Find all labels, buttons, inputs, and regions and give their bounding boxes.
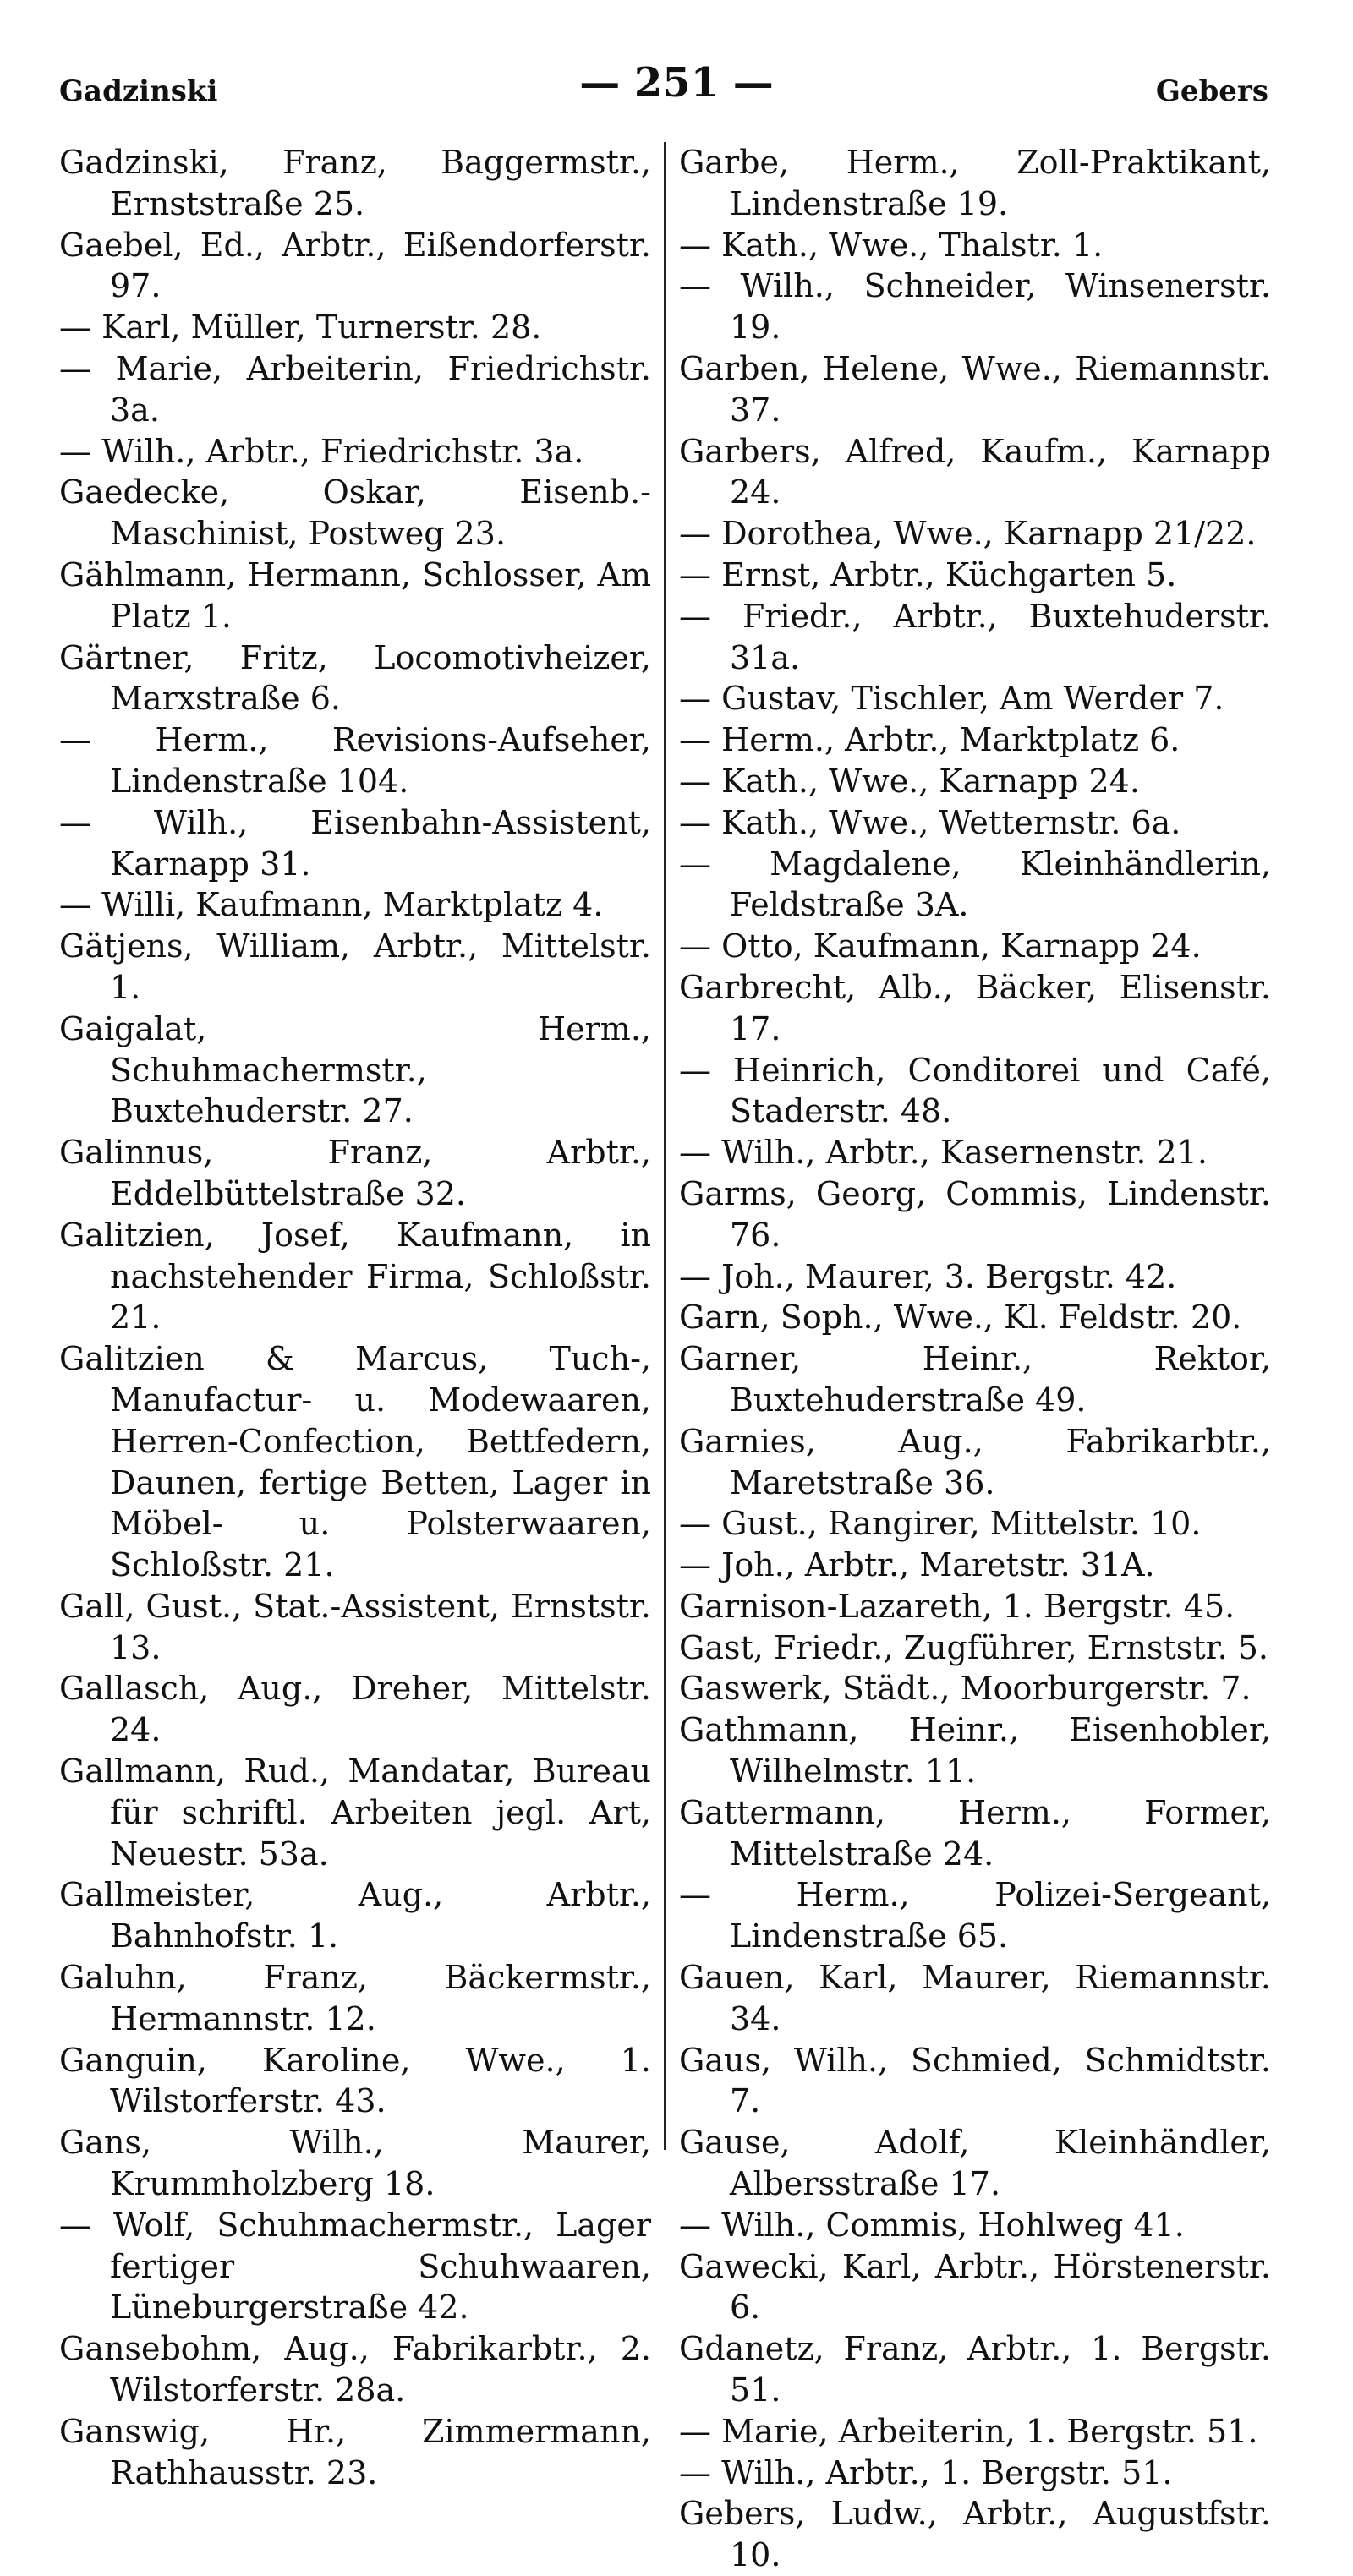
directory-entry: Galitzien & Marcus, Tuch-, Manufactur- u. Modewaaren, Herren-Confection, Bettfedern, Daunen, fertige Betten, Lager in Möbel- u. Polsterwaaren, Schloßstr. 21. (59, 1340, 651, 1584)
directory-entry: — Gustav, Tischler, Am Werder 7. (679, 680, 1224, 718)
directory-entry: Garnison-Lazareth, 1. Bergstr. 45. (679, 1587, 1235, 1625)
directory-entry: Gallasch, Aug., Dreher, Mittelstr. 24. (59, 1670, 651, 1749)
directory-entry: Garbe, Herm., Zoll-Praktikant, Lindenstraße 19. (679, 144, 1271, 222)
directory-entry: Gätjens, William, Arbtr., Mittelstr. 1. (59, 927, 651, 1006)
directory-entry: Gansebohm, Aug., Fabrikarbtr., 2. Wilstorferstr. 28a. (59, 2330, 651, 2409)
directory-entry: — Marie, Arbeiterin, 1. Bergstr. 51. (679, 2412, 1258, 2450)
directory-entry: — Ernst, Arbtr., Küchgarten 5. (679, 555, 1177, 593)
directory-entry: — Wilh., Eisenbahn-Assistent, Karnapp 31. (59, 803, 651, 883)
directory-entry: — Wilh., Commis, Hohlweg 41. (679, 2206, 1185, 2244)
directory-entry: Gall, Gust., Stat.-Assistent, Ernststr. 13. (59, 1587, 651, 1666)
directory-entry: Gast, Friedr., Zugführer, Ernststr. 5. (679, 1628, 1269, 1666)
directory-entry: — Wilh., Arbtr., Friedrichstr. 3a. (59, 432, 584, 470)
directory-entry: — Joh., Maurer, 3. Bergstr. 42. (679, 1257, 1177, 1295)
directory-entry: Gebers, Ludw., Arbtr., Augustfstr. 10. (679, 2495, 1271, 2574)
directory-entry: Gallmeister, Aug., Arbtr., Bahnhofstr. 1. (59, 1876, 651, 1955)
directory-entry: Gans, Wilh., Maurer, Krummholzberg 18. (59, 2124, 651, 2203)
column-divider (664, 142, 666, 2150)
directory-entry: — Karl, Müller, Turnerstr. 28. (59, 309, 542, 347)
directory-entry: Ganswig, Hr., Zimmermann, Rathhausstr. 23. (59, 2412, 651, 2491)
directory-entry: — Willi, Kaufmann, Marktplatz 4. (59, 886, 604, 924)
directory-entry: — Otto, Kaufmann, Karnapp 24. (679, 927, 1202, 965)
directory-entry: Gaedecke, Oskar, Eisenb.-Maschinist, Postweg 23. (59, 473, 651, 553)
directory-entry: Gdanetz, Franz, Arbtr., 1. Bergstr. 51. (679, 2330, 1271, 2409)
directory-entry: Gadzinski, Franz, Baggermstr., Ernststraße 25. (59, 144, 651, 222)
header-right-keyword: Gebers (1155, 74, 1268, 108)
directory-entry: — Wilh., Schneider, Winsenerstr. 19. (679, 267, 1271, 347)
directory-entry: — Joh., Arbtr., Maretstr. 31A. (679, 1546, 1155, 1584)
directory-entry: — Wilh., Arbtr., Kasernenstr. 21. (679, 1134, 1208, 1172)
directory-entry: Gawecki, Karl, Arbtr., Hörstenerstr. 6. (679, 2247, 1271, 2327)
directory-entry: — Wolf, Schuhmachermstr., Lager fertiger Schuhwaaren, Lüneburgerstraße 42. (59, 2206, 651, 2327)
directory-entry: Galitzien, Josef, Kaufmann, in nachstehender Firma, Schloßstr. 21. (59, 1216, 651, 1337)
directory-entry: — Dorothea, Wwe., Karnapp 21/22. (679, 515, 1257, 553)
directory-entry: — Herm., Revisions-Aufseher, Lindenstraße 104. (59, 721, 651, 800)
directory-entry: Gallmann, Rud., Mandatar, Bureau für schriftl. Arbeiten jegl. Art, Neuestr. 53a. (59, 1753, 651, 1873)
running-header (0, 59, 1353, 110)
directory-entry: — Gust., Rangirer, Mittelstr. 10. (679, 1505, 1202, 1543)
directory-entry: — Wilh., Arbtr., 1. Bergstr. 51. (679, 2453, 1173, 2491)
left-column (59, 142, 651, 2493)
directory-entry: — Herm., Arbtr., Marktplatz 6. (679, 721, 1180, 759)
directory-entry: Gärtner, Fritz, Locomotivheizer, Marxstraße 6. (59, 638, 651, 718)
directory-entry: Gaswerk, Städt., Moorburgerstr. 7. (679, 1670, 1252, 1708)
directory-entry: — Kath., Wwe., Wetternstr. 6a. (679, 803, 1181, 841)
directory-entry: — Marie, Arbeiterin, Friedrichstr. 3a. (59, 349, 651, 429)
directory-entry: Garnies, Aug., Fabrikarbtr., Maretstraße 36. (679, 1422, 1271, 1501)
directory-entry: — Herm., Polizei-Sergeant, Lindenstraße 65. (679, 1876, 1271, 1955)
directory-entry: Garbrecht, Alb., Bäcker, Elisenstr. 17. (679, 968, 1271, 1047)
directory-entry: Gauen, Karl, Maurer, Riemannstr. 34. (679, 1959, 1271, 2037)
directory-entry: Gaus, Wilh., Schmied, Schmidtstr. 7. (679, 2041, 1271, 2120)
directory-entry: — Kath., Wwe., Thalstr. 1. (679, 226, 1104, 264)
directory-entry: Galuhn, Franz, Bäckermstr., Hermannstr. 12. (59, 1959, 651, 2037)
right-column (679, 142, 1271, 2576)
directory-entry: — Friedr., Arbtr., Buxtehuderstr. 31a. (679, 597, 1271, 676)
directory-entry: — Kath., Wwe., Karnapp 24. (679, 762, 1140, 800)
directory-entry: Garben, Helene, Wwe., Riemannstr. 37. (679, 349, 1271, 429)
directory-entry: Gaebel, Ed., Arbtr., Eißendorferstr. 97. (59, 226, 651, 305)
directory-entry: Gattermann, Herm., Former, Mittelstraße 24. (679, 1793, 1271, 1873)
directory-entry: Galinnus, Franz, Arbtr., Eddelbüttelstraße 32. (59, 1134, 651, 1212)
directory-entry: Gaigalat, Herm., Schuhmachermstr., Buxtehuderstr. 27. (59, 1009, 651, 1130)
directory-entry: Garms, Georg, Commis, Lindenstr. 76. (679, 1174, 1271, 1254)
directory-entry: Ganguin, Karoline, Wwe., 1. Wilstorferstr. 43. (59, 2041, 651, 2120)
page-number: — 251 — (579, 59, 774, 107)
directory-entry: Garner, Heinr., Rektor, Buxtehuderstraße 49. (679, 1340, 1271, 1419)
directory-entry: Garbers, Alfred, Kaufm., Karnapp 24. (679, 432, 1271, 511)
directory-entry: — Heinrich, Conditorei und Café, Staderstr. 48. (679, 1051, 1271, 1130)
directory-entry: — Magdalene, Kleinhändlerin, Feldstraße 3A. (679, 845, 1271, 924)
directory-entry: Gause, Adolf, Kleinhändler, Albersstraße 17. (679, 2124, 1271, 2203)
directory-entry: Gathmann, Heinr., Eisenhobler, Wilhelmstr. 11. (679, 1711, 1271, 1791)
directory-entry: Garn, Soph., Wwe., Kl. Feldstr. 20. (679, 1299, 1242, 1337)
directory-entry: Gählmann, Hermann, Schlosser, Am Platz 1. (59, 555, 651, 635)
header-left-keyword: Gadzinski (59, 74, 218, 108)
